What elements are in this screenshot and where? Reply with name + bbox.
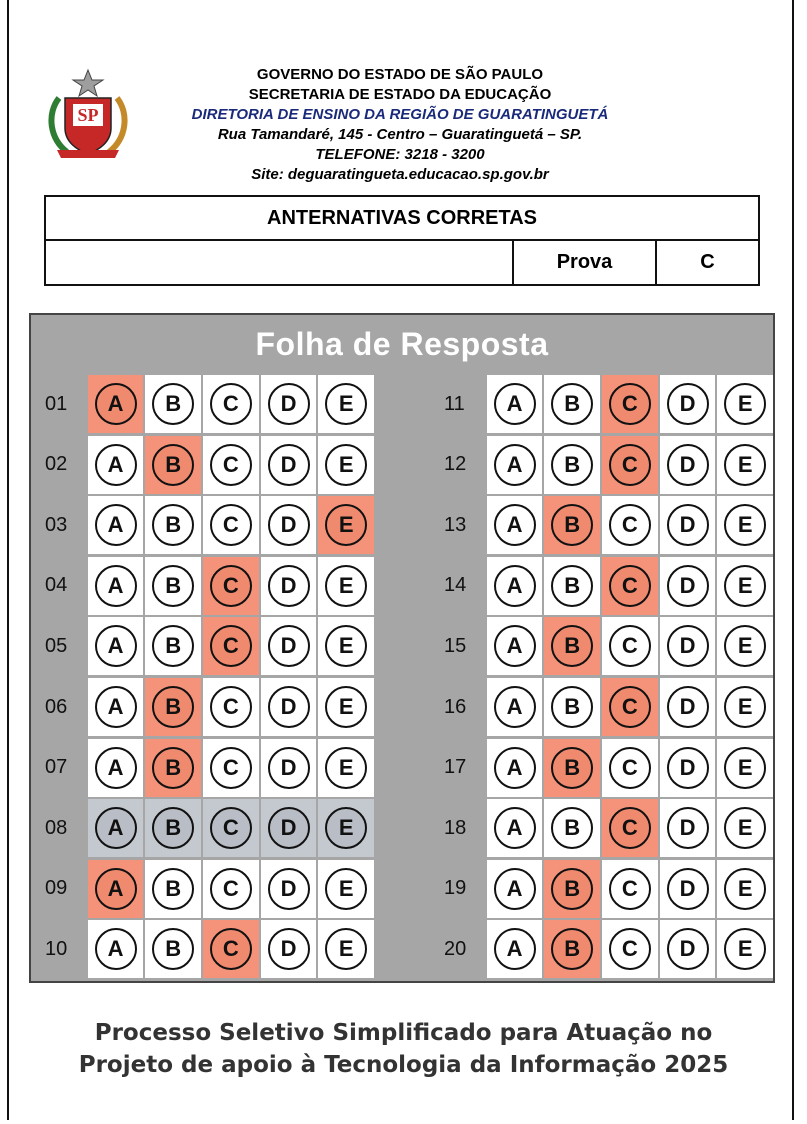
sao-paulo-coat-of-arms-icon <box>45 68 131 162</box>
option-bubble: C <box>609 504 651 546</box>
option-bubble: D <box>667 504 709 546</box>
option-cell-c <box>602 860 658 918</box>
question-number: 10 <box>31 920 88 978</box>
option-cell-e <box>717 436 773 494</box>
option-cell-a <box>88 496 144 554</box>
option-bubble: B <box>551 625 593 667</box>
option-bubble: A <box>494 444 536 486</box>
option-bubble: D <box>268 444 310 486</box>
option-cell-c <box>203 799 259 857</box>
option-cell-a <box>88 617 144 675</box>
option-cell-b <box>145 739 201 797</box>
option-cell-a <box>88 375 144 433</box>
question-row <box>430 375 775 433</box>
option-bubble: C <box>210 747 252 789</box>
option-bubble: E <box>724 625 766 667</box>
option-bubble: D <box>268 504 310 546</box>
option-bubble: E <box>724 444 766 486</box>
question-row <box>430 799 775 857</box>
option-cell-c <box>602 496 658 554</box>
header-government: GOVERNO DO ESTADO DE SÃO PAULO <box>256 66 544 83</box>
option-bubble: E <box>325 868 367 910</box>
option-bubble: C <box>210 565 252 607</box>
option-cell-b <box>145 496 201 554</box>
option-bubble: C <box>609 686 651 728</box>
option-cell-c <box>602 920 658 978</box>
header-directorate: DIRETORIA DE ENSINO DA REGIÃO DE GUARATINGUETÁ <box>191 106 609 123</box>
answer-key-title: ANTERNATIVAS CORRETAS <box>44 195 760 241</box>
option-cell-d <box>261 799 317 857</box>
option-bubble: E <box>325 383 367 425</box>
option-bubble: B <box>152 504 194 546</box>
option-bubble: E <box>724 504 766 546</box>
option-cell-c <box>203 617 259 675</box>
option-bubble: C <box>210 444 252 486</box>
question-row <box>430 557 775 615</box>
option-bubble: A <box>494 565 536 607</box>
option-bubble: D <box>268 868 310 910</box>
option-cell-e <box>717 496 773 554</box>
option-bubble: D <box>268 565 310 607</box>
prova-label: Prova <box>514 241 657 284</box>
option-bubble: A <box>95 565 137 607</box>
option-cell-e <box>318 739 374 797</box>
option-bubble: E <box>724 868 766 910</box>
option-cell-b <box>544 617 600 675</box>
option-cell-c <box>203 920 259 978</box>
option-cell-a <box>487 799 543 857</box>
option-bubble: E <box>724 807 766 849</box>
option-cell-e <box>717 739 773 797</box>
option-bubble: C <box>210 625 252 667</box>
question-row <box>430 496 775 554</box>
option-cell-b <box>145 678 201 736</box>
question-number: 02 <box>31 436 88 494</box>
option-cell-d <box>261 496 317 554</box>
header-site: Site: deguaratingueta.educacao.sp.gov.br <box>251 166 549 183</box>
option-cell-c <box>203 496 259 554</box>
emblem-text: SP <box>77 105 99 125</box>
footer-line-1: Processo Seletivo Simplificado para Atuação no <box>94 1020 713 1046</box>
option-cell-a <box>487 375 543 433</box>
option-cell-b <box>145 920 201 978</box>
question-row <box>31 799 376 857</box>
option-bubble: E <box>325 565 367 607</box>
question-row <box>31 617 376 675</box>
question-number: 11 <box>430 375 487 433</box>
option-bubble: C <box>210 504 252 546</box>
option-cell-c <box>203 436 259 494</box>
option-bubble: D <box>667 444 709 486</box>
question-row <box>430 436 775 494</box>
option-cell-c <box>602 617 658 675</box>
option-bubble: B <box>551 686 593 728</box>
option-bubble: E <box>325 504 367 546</box>
question-row <box>430 920 775 978</box>
option-bubble: D <box>667 928 709 970</box>
option-cell-d <box>660 617 716 675</box>
option-cell-c <box>203 678 259 736</box>
option-bubble: E <box>325 625 367 667</box>
option-bubble: A <box>494 625 536 667</box>
option-cell-b <box>145 617 201 675</box>
option-cell-a <box>487 860 543 918</box>
option-cell-d <box>261 436 317 494</box>
option-bubble: C <box>210 686 252 728</box>
option-bubble: C <box>210 383 252 425</box>
option-bubble: B <box>551 383 593 425</box>
option-cell-c <box>203 375 259 433</box>
option-cell-a <box>88 678 144 736</box>
option-cell-b <box>544 678 600 736</box>
option-cell-a <box>487 557 543 615</box>
question-row <box>31 557 376 615</box>
option-cell-c <box>602 739 658 797</box>
option-bubble: D <box>268 928 310 970</box>
option-cell-c <box>602 557 658 615</box>
option-cell-d <box>660 860 716 918</box>
option-bubble: B <box>152 928 194 970</box>
option-cell-b <box>145 860 201 918</box>
option-bubble: C <box>609 444 651 486</box>
option-bubble: B <box>551 928 593 970</box>
question-row <box>31 920 376 978</box>
option-bubble: B <box>152 807 194 849</box>
option-bubble: A <box>95 807 137 849</box>
option-cell-a <box>88 436 144 494</box>
option-bubble: A <box>95 625 137 667</box>
option-bubble: A <box>494 686 536 728</box>
option-cell-d <box>261 678 317 736</box>
option-cell-b <box>544 920 600 978</box>
option-cell-e <box>318 436 374 494</box>
option-bubble: D <box>268 383 310 425</box>
question-row <box>31 678 376 736</box>
option-cell-d <box>660 678 716 736</box>
option-cell-e <box>717 678 773 736</box>
option-cell-c <box>602 678 658 736</box>
option-bubble: E <box>724 383 766 425</box>
option-cell-b <box>544 739 600 797</box>
option-cell-a <box>487 678 543 736</box>
option-bubble: A <box>494 383 536 425</box>
option-cell-e <box>318 678 374 736</box>
option-bubble: E <box>325 747 367 789</box>
answer-sheet <box>29 313 775 983</box>
option-bubble: A <box>95 504 137 546</box>
option-bubble: B <box>152 383 194 425</box>
question-number: 01 <box>31 375 88 433</box>
option-bubble: D <box>667 807 709 849</box>
option-bubble: C <box>609 928 651 970</box>
option-cell-b <box>145 799 201 857</box>
option-cell-d <box>660 436 716 494</box>
option-bubble: B <box>551 807 593 849</box>
question-row <box>430 860 775 918</box>
option-cell-c <box>602 799 658 857</box>
option-bubble: E <box>724 565 766 607</box>
option-bubble: E <box>325 686 367 728</box>
option-cell-e <box>717 799 773 857</box>
option-bubble: D <box>268 807 310 849</box>
question-number: 09 <box>31 860 88 918</box>
option-cell-c <box>203 860 259 918</box>
question-number: 15 <box>430 617 487 675</box>
question-number: 14 <box>430 557 487 615</box>
option-bubble: A <box>95 444 137 486</box>
option-bubble: E <box>724 686 766 728</box>
option-bubble: D <box>268 686 310 728</box>
footer-line-2: Projeto de apoio à Tecnologia da Informação 2025 <box>78 1052 729 1078</box>
option-bubble: A <box>95 928 137 970</box>
option-cell-a <box>487 436 543 494</box>
option-cell-a <box>88 557 144 615</box>
option-bubble: B <box>551 868 593 910</box>
option-cell-e <box>717 375 773 433</box>
option-cell-e <box>318 860 374 918</box>
question-number: 05 <box>31 617 88 675</box>
option-bubble: B <box>551 747 593 789</box>
option-cell-e <box>717 920 773 978</box>
option-cell-d <box>660 496 716 554</box>
option-bubble: B <box>152 686 194 728</box>
option-bubble: A <box>494 928 536 970</box>
question-number: 19 <box>430 860 487 918</box>
option-cell-b <box>544 557 600 615</box>
option-cell-a <box>88 860 144 918</box>
option-cell-c <box>602 375 658 433</box>
question-number: 13 <box>430 496 487 554</box>
option-bubble: E <box>724 928 766 970</box>
option-bubble: E <box>325 807 367 849</box>
option-cell-a <box>88 920 144 978</box>
option-cell-e <box>318 799 374 857</box>
option-bubble: D <box>667 383 709 425</box>
option-cell-d <box>261 557 317 615</box>
question-number: 12 <box>430 436 487 494</box>
option-cell-b <box>544 860 600 918</box>
option-cell-a <box>487 920 543 978</box>
option-cell-d <box>261 617 317 675</box>
option-cell-b <box>544 799 600 857</box>
option-cell-a <box>88 799 144 857</box>
option-cell-d <box>660 799 716 857</box>
option-bubble: D <box>667 868 709 910</box>
option-cell-e <box>318 617 374 675</box>
option-bubble: C <box>609 383 651 425</box>
option-bubble: A <box>95 868 137 910</box>
option-cell-b <box>544 375 600 433</box>
option-cell-e <box>717 557 773 615</box>
question-row <box>430 678 775 736</box>
question-row <box>31 496 376 554</box>
option-bubble: D <box>667 747 709 789</box>
option-bubble: A <box>494 807 536 849</box>
option-bubble: A <box>95 383 137 425</box>
question-number: 17 <box>430 739 487 797</box>
option-cell-a <box>88 739 144 797</box>
question-number: 07 <box>31 739 88 797</box>
option-bubble: A <box>494 504 536 546</box>
option-bubble: C <box>210 928 252 970</box>
option-bubble: D <box>268 747 310 789</box>
option-cell-b <box>145 436 201 494</box>
option-bubble: B <box>551 444 593 486</box>
option-bubble: D <box>268 625 310 667</box>
option-cell-b <box>544 436 600 494</box>
option-cell-c <box>602 436 658 494</box>
option-cell-b <box>145 375 201 433</box>
option-cell-e <box>318 557 374 615</box>
option-bubble: C <box>210 807 252 849</box>
option-cell-e <box>318 375 374 433</box>
question-number: 08 <box>31 799 88 857</box>
question-number: 16 <box>430 678 487 736</box>
question-row <box>31 739 376 797</box>
option-cell-b <box>544 496 600 554</box>
option-bubble: E <box>325 928 367 970</box>
option-cell-e <box>318 920 374 978</box>
option-bubble: E <box>325 444 367 486</box>
option-cell-d <box>660 920 716 978</box>
header-address: Rua Tamandaré, 145 - Centro – Guaratinguetá – SP. <box>217 126 583 143</box>
option-cell-d <box>261 860 317 918</box>
option-bubble: A <box>95 747 137 789</box>
question-number: 06 <box>31 678 88 736</box>
option-cell-a <box>487 617 543 675</box>
option-bubble: A <box>494 868 536 910</box>
option-bubble: C <box>609 565 651 607</box>
blank-cell <box>46 241 514 284</box>
question-row <box>31 375 376 433</box>
option-cell-d <box>261 375 317 433</box>
option-bubble: C <box>210 868 252 910</box>
option-bubble: C <box>609 625 651 667</box>
option-bubble: B <box>551 504 593 546</box>
option-bubble: D <box>667 686 709 728</box>
option-cell-d <box>660 739 716 797</box>
question-number: 20 <box>430 920 487 978</box>
question-row <box>31 436 376 494</box>
option-cell-b <box>145 557 201 615</box>
question-row <box>31 860 376 918</box>
option-bubble: A <box>95 686 137 728</box>
option-cell-a <box>487 739 543 797</box>
option-bubble: B <box>152 625 194 667</box>
prova-value: C <box>700 251 715 273</box>
option-bubble: B <box>551 565 593 607</box>
option-cell-d <box>660 557 716 615</box>
header-phone: TELEFONE: 3218 - 3200 <box>315 146 485 163</box>
option-cell-d <box>261 739 317 797</box>
option-cell-a <box>487 496 543 554</box>
question-row <box>430 617 775 675</box>
option-bubble: B <box>152 444 194 486</box>
option-bubble: C <box>609 868 651 910</box>
option-bubble: E <box>724 747 766 789</box>
option-bubble: C <box>609 807 651 849</box>
prova-row <box>44 239 760 286</box>
option-cell-c <box>203 739 259 797</box>
option-cell-e <box>318 496 374 554</box>
option-bubble: C <box>609 747 651 789</box>
question-row <box>430 739 775 797</box>
question-number: 03 <box>31 496 88 554</box>
option-cell-e <box>717 860 773 918</box>
option-bubble: D <box>667 625 709 667</box>
option-cell-c <box>203 557 259 615</box>
option-bubble: D <box>667 565 709 607</box>
option-cell-d <box>261 920 317 978</box>
option-cell-e <box>717 617 773 675</box>
question-number: 04 <box>31 557 88 615</box>
option-bubble: A <box>494 747 536 789</box>
header-secretariat: SECRETARIA DE ESTADO DA EDUCAÇÃO <box>248 86 552 103</box>
option-bubble: B <box>152 565 194 607</box>
option-bubble: B <box>152 868 194 910</box>
answer-sheet-title: Folha de Resposta <box>255 325 549 362</box>
question-number: 18 <box>430 799 487 857</box>
option-bubble: B <box>152 747 194 789</box>
option-cell-d <box>660 375 716 433</box>
